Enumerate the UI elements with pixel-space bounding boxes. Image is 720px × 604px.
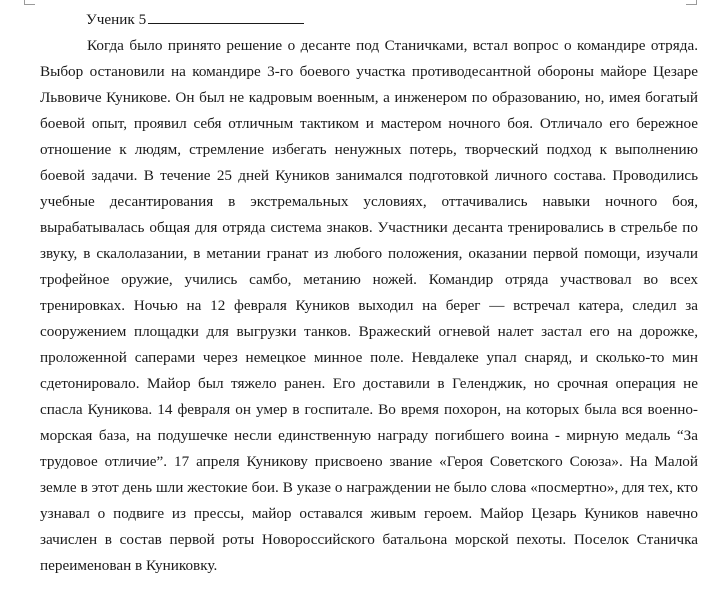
- page-corner-mark-right: [686, 0, 697, 5]
- student-header: [86, 7, 698, 33]
- document-body: [40, 7, 698, 579]
- body-paragraph: Когда было принято решение о десанте под Станичками, встал вопрос о командире отряда. Выбор остановили на командире 3-го боевого участка противодесантной обороны майоре Цезаре Львовиче Куникове. Он был не кадровым военным, а инженером по образованию, но, имея богатый боевой опыт, проявил себя отличным тактиком и мастером ночного боя. Отличало его бережное отношение к людям, стремление избегать ненужных потерь, творческий подход к выполнению боевой задачи. В течение 25 дней Куников занимался подготовкой личного состава. Проводились учебные десантирования в экстремальных условиях, оттачивались навыки ночного боя, вырабатывалась общая для отряда система знаков. Участники десанта тренировались в стрельбе по звуку, в скалолазании, в метании гранат из любого положения, оказании первой помощи, изучали трофейное оружие, учились самбо, метанию ножей. Командир отряда участвовал во всех тренировках. Ночью на 12 февраля Куников выходил на берег — встречал катера, следил за сооружением площадки для выгрузки танков. Вражеский огневой налет застал его на дорожке, проложенной саперами через немецкое минное поле. Невдалеке упал снаряд, и сколько-то мин сдетонировало. Майор был тяжело ранен. Его доставили в Геленджик, но срочная операция не спасла Куникова. 14 февраля он умер в госпитале. Во время похорон, на которых была вся военно-морская база, на подушечке несли единственную награду погибшего воина - мирную медаль “За трудовое отличие”. 17 апреля Куникову присвоено звание «Героя Советского Союза». На Малой земле в этот день шли жестокие бои. В указе о награждении не было слова «посмертно», для тех, кто узнавал о подвиге из прессы, майор оставался живым героем. Майор Цезарь Куников навечно зачислен в состав первой роты Новороссийского батальона морской пехоты. Поселок Станичка переименован в Куниковку.: [40, 37, 698, 574]
- student-name-blank-line: [148, 7, 304, 24]
- page-corner-mark-left: [24, 0, 35, 5]
- student-label: Ученик 5: [86, 11, 147, 28]
